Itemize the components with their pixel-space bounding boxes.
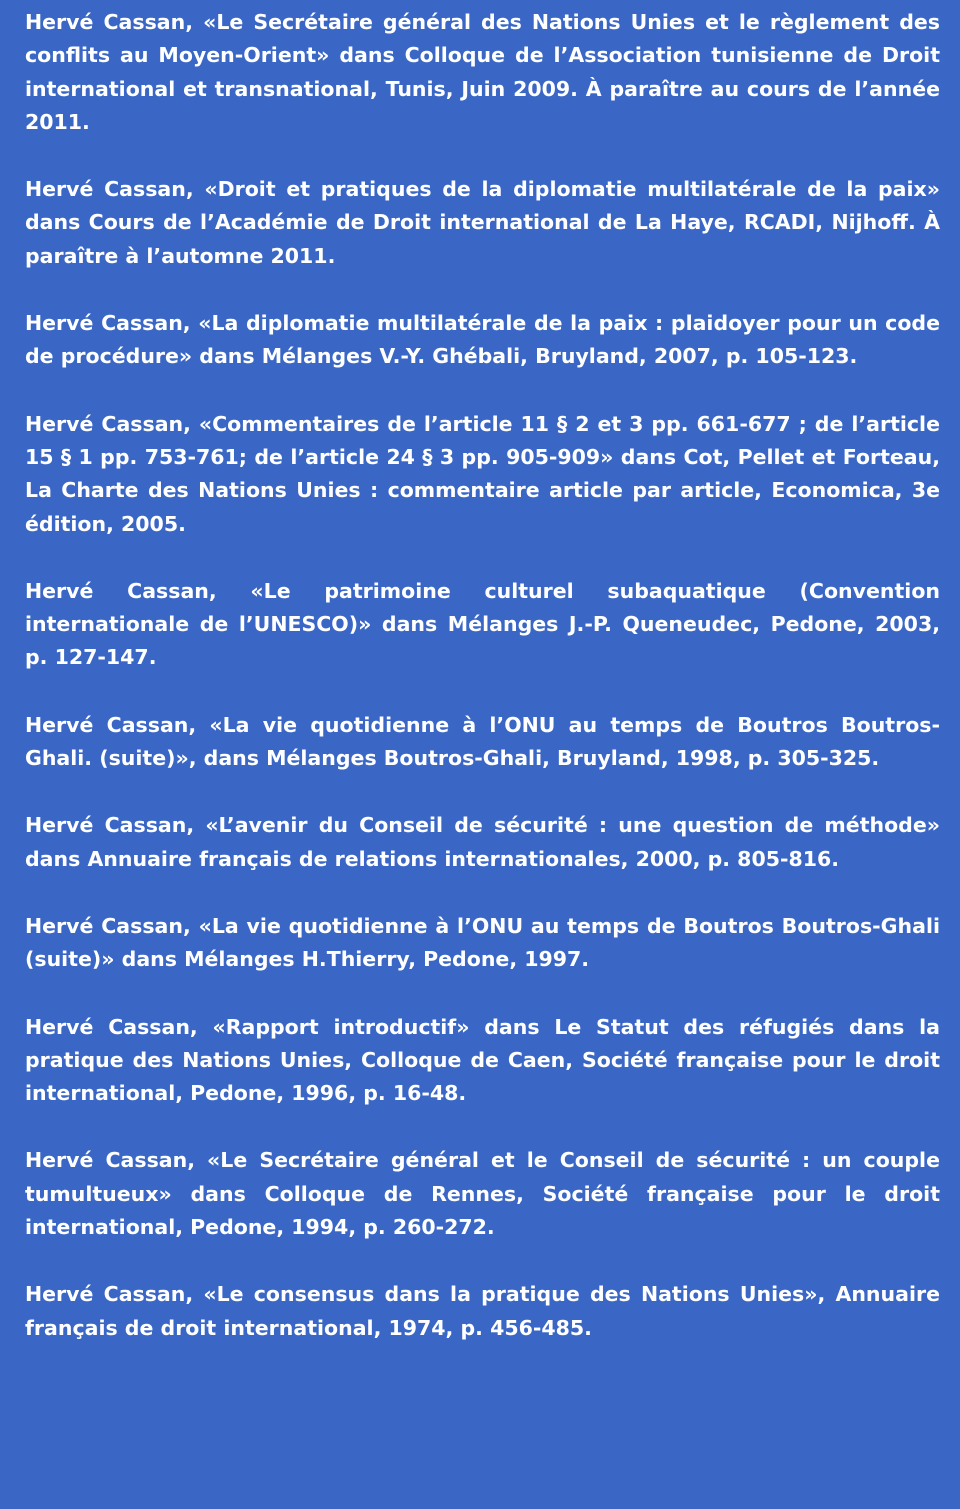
bibliography-entry: Hervé Cassan, «Rapport introductif» dans Le Statut des réfugiés dans la pratique des Nations Unies, Colloque de Caen, Société française pour le droit international, Pedone, 1996, p. 16-48. — [25, 1014, 940, 1106]
bibliography-entry: Hervé Cassan, «La vie quotidienne à l’ONU au temps de Boutros Boutros-Ghali. (suite)», dans Mélanges Boutros-Ghali, Bruyland, 1998, p. 305-325. — [25, 712, 940, 771]
bibliography-entry: Hervé Cassan, «Le consensus dans la pratique des Nations Unies», Annuaire français de droit international, 1974, p. 456-485. — [25, 1282, 940, 1340]
bibliography-entry: Hervé Cassan, «Droit et pratiques de la diplomatie multilatérale de la paix» dans Cours de l’Académie de Droit international de La Haye, RCADI, Nijhoff. À paraître à l’automne 2011. — [25, 177, 940, 268]
bibliography-entry: Hervé Cassan, «La diplomatie multilatérale de la paix : plaidoyer pour un code de procédure» dans Mélanges V.-Y. Ghébali, Bruyland, 2007, p. 105-123. — [25, 311, 940, 369]
bibliography-list — [25, 6, 940, 1345]
bibliography-entry: Hervé Cassan, «Le Secrétaire général des Nations Unies et le règlement des conflits au Moyen-Orient» dans Colloque de l’Association tunisienne de Droit international et transnational, Tunis, Juin 2009. À paraître au cours de l’année 2011. — [25, 10, 940, 134]
bibliography-entry: Hervé Cassan, «Commentaires de l’article 11 § 2 et 3 pp. 661-677 ; de l’article 15 § 1 pp. 753-761; de l’article 24 § 3 pp. 905-909» dans Cot, Pellet et Forteau, La Charte des Nations Unies : commentaire article par article, Economica, 3e édition, 2005. — [25, 411, 940, 536]
bibliography-entry: Hervé Cassan, «Le Secrétaire général et le Conseil de sécurité : un couple tumultueux» dans Colloque de Rennes, Société française pour le droit international, Pedone, 1994, p. 260-272. — [25, 1148, 940, 1240]
bibliography-entry: Hervé Cassan, «L’avenir du Conseil de sécurité : une question de méthode» dans Annuaire français de relations internationales, 2000, p. 805-816. — [25, 813, 940, 871]
bibliography-entry: Hervé Cassan, «La vie quotidienne à l’ONU au temps de Boutros Boutros-Ghali (suite)» dans Mélanges H.Thierry, Pedone, 1997. — [25, 913, 940, 972]
bibliography-entry: Hervé Cassan, «Le patrimoine culturel subaquatique (Convention internationale de l’UNESCO)» dans Mélanges J.-P. Queneudec, Pedone, 2003, p. 127-147. — [25, 578, 940, 670]
